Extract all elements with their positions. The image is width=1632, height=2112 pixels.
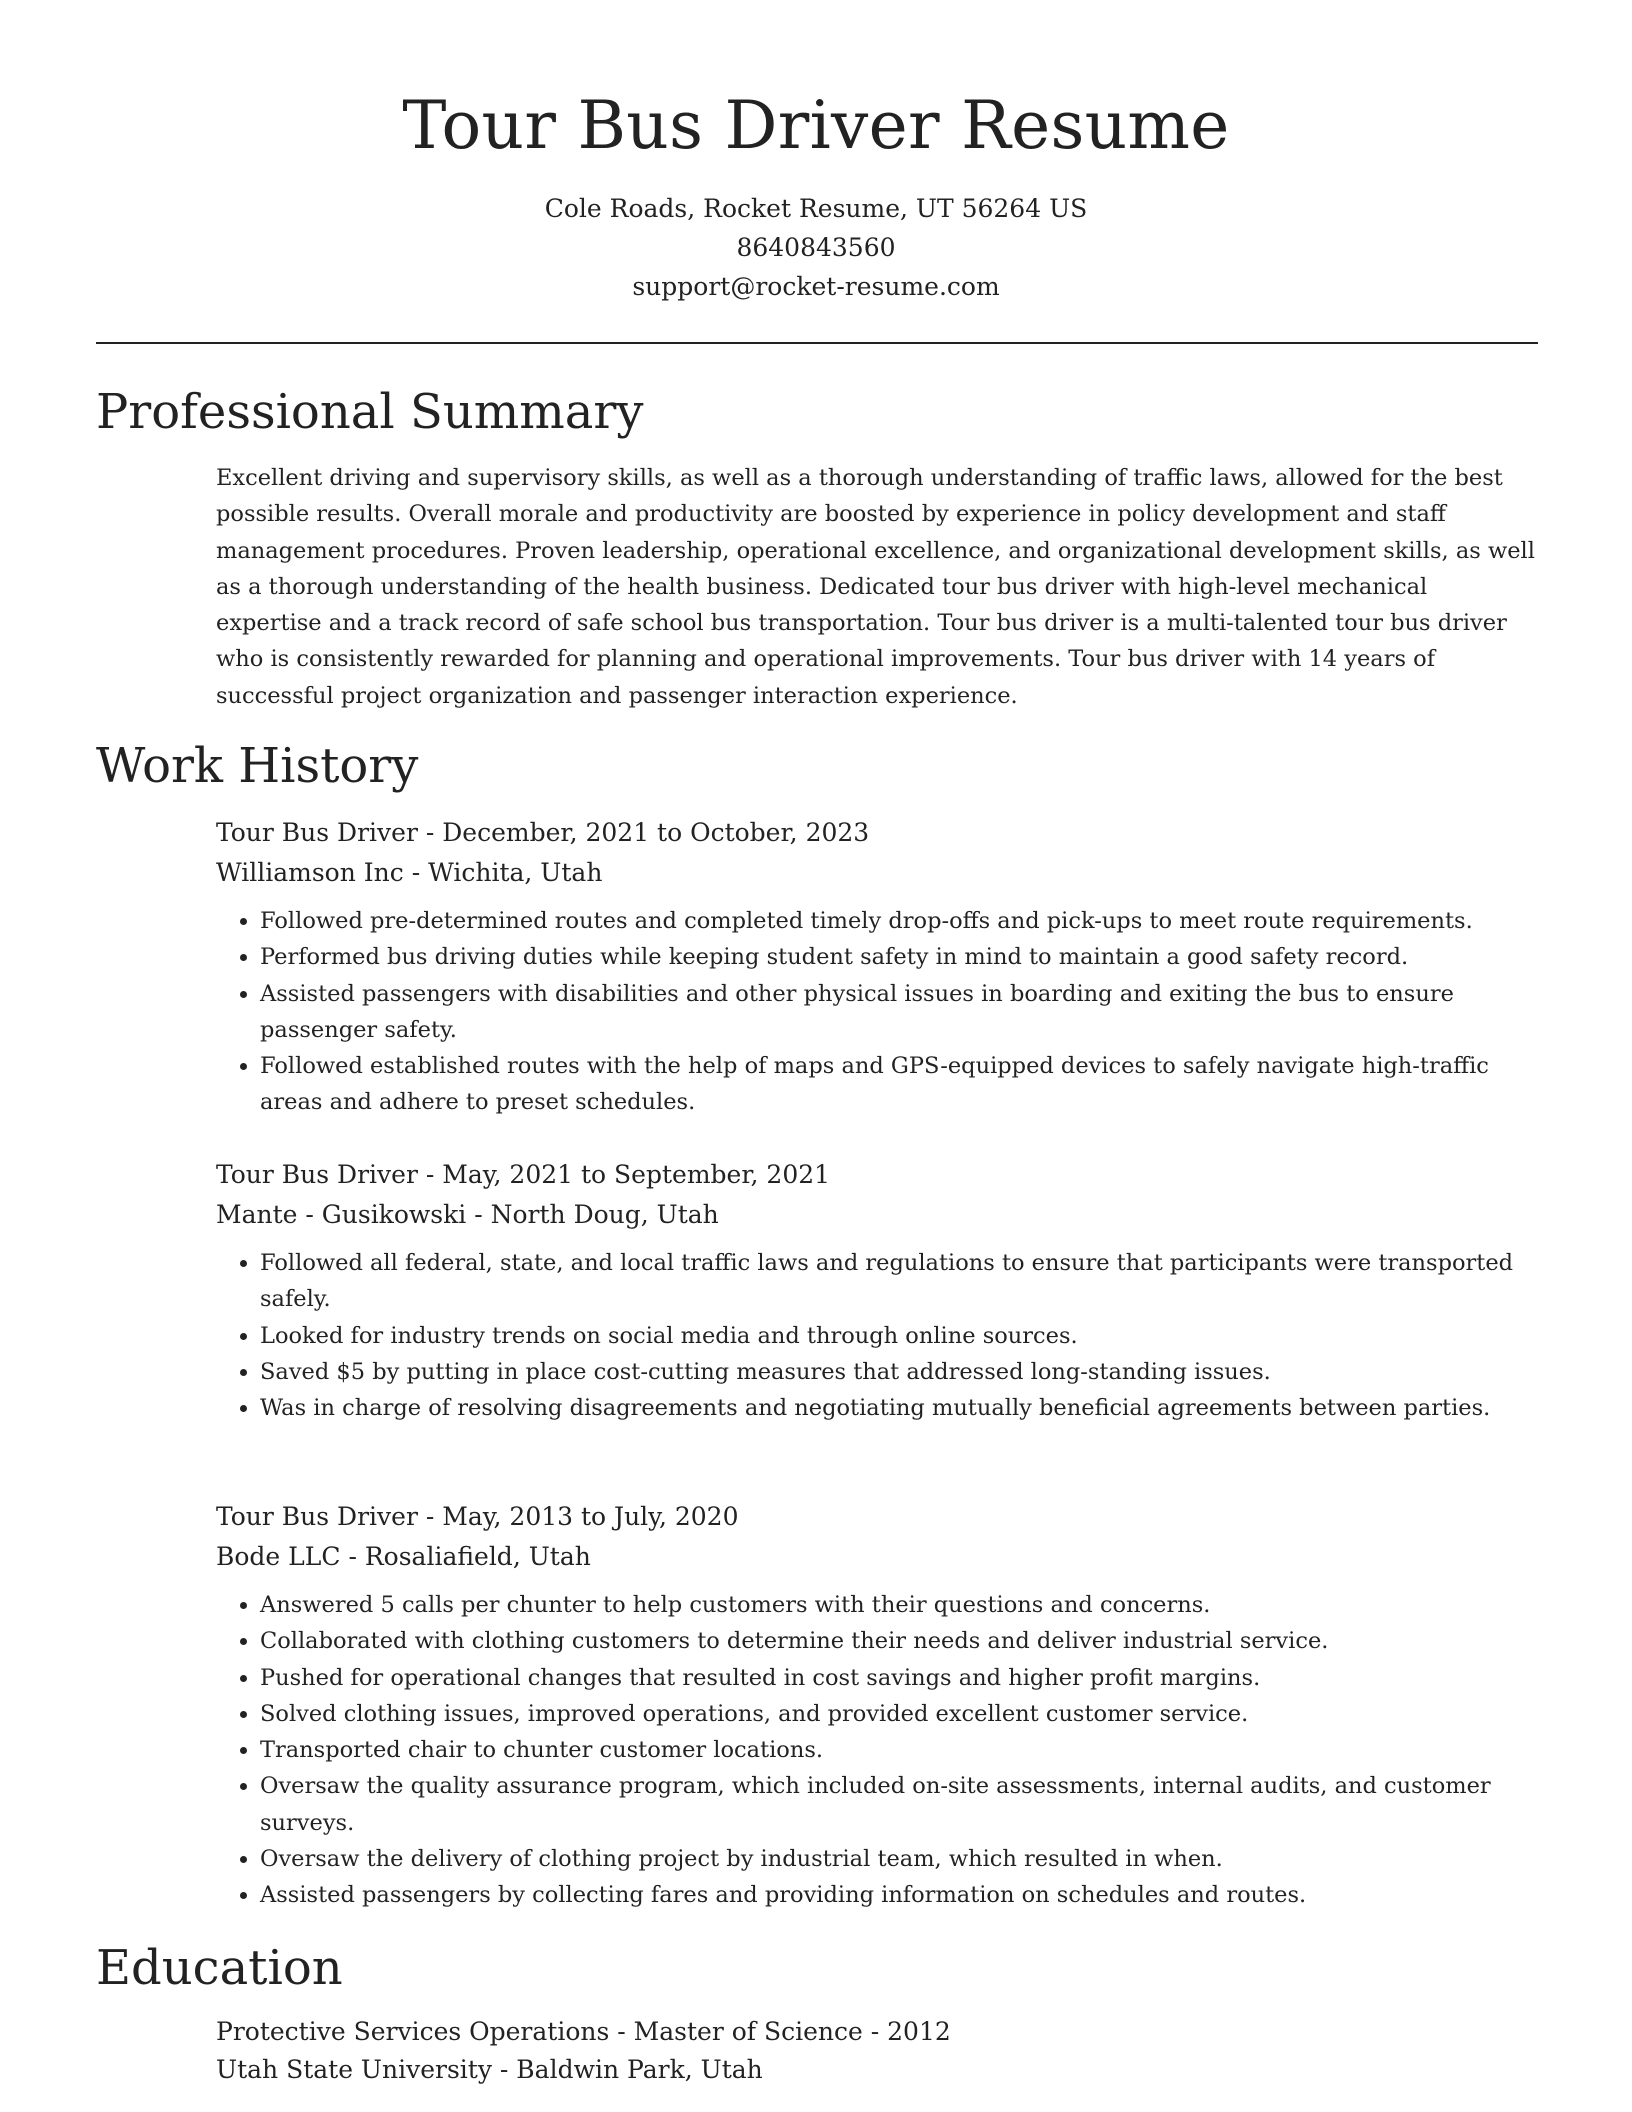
list-item: • Followed established routes with the help of maps and GPS-equipped devices to safely navigate high-traffic areas and adhere to preset schedules.	[260, 1048, 1538, 1121]
job-company-location: Bode LLC - Rosaliafield, Utah	[216, 1542, 591, 1571]
school-line: Utah State University - Baldwin Park, Utah	[216, 2055, 763, 2084]
summary-section	[216, 460, 1538, 714]
education-heading: Education	[96, 1940, 343, 1996]
list-item: • Performed bus driving duties while keeping student safety in mind to maintain a good safety record.	[260, 939, 1538, 975]
summary-heading: Professional Summary	[96, 384, 644, 440]
job-title-dates: Tour Bus Driver - May, 2013 to July, 2020	[216, 1502, 739, 1531]
list-item: • Assisted passengers with disabilities and other physical issues in boarding and exiting the bus to ensure passenger safety.	[260, 976, 1538, 1049]
resume-title: Tour Bus Driver Resume	[402, 87, 1230, 164]
job-bullets	[216, 1245, 1538, 1426]
header-divider	[96, 342, 1538, 344]
education-entry	[216, 2013, 1538, 2089]
list-item: • Was in charge of resolving disagreements and negotiating mutually beneficial agreements between parties.	[260, 1390, 1538, 1426]
degree-line: Protective Services Operations - Master of Science - 2012	[216, 2017, 951, 2046]
job-title-dates: Tour Bus Driver - December, 2021 to October, 2023	[216, 818, 870, 847]
email-address: support@rocket-resume.com	[632, 272, 1000, 301]
job-bullets	[216, 903, 1538, 1121]
job-bullets	[216, 1587, 1538, 1914]
list-item: • Assisted passengers by collecting fares and providing information on schedules and routes.	[260, 1877, 1538, 1913]
job-entry-3	[216, 1497, 1538, 1914]
list-item: • Followed all federal, state, and local traffic laws and regulations to ensure that participants were transported safely.	[260, 1245, 1538, 1318]
summary-text: Excellent driving and supervisory skills, as well as a thorough understanding of traffic laws, allowed for the best possible results. Overall morale and productivity are boosted by experience in policy development and staff management procedures. Proven leadership, operational excellence, and organizational development skills, as well as a thorough understanding of the health business. Dedicated tour bus driver with high-level mechanical expertise and a track record of safe school bus transportation. Tour bus driver is a multi-talented tour bus driver who is consistently rewarded for planning and operational improvements. Tour bus driver with 14 years of successful project organization and passenger interaction experience.	[216, 465, 1535, 709]
work-history-heading: Work History	[96, 738, 419, 794]
job-entry-2	[216, 1155, 1538, 1426]
contact-info	[0, 190, 1632, 307]
job-company-location: Williamson Inc - Wichita, Utah	[216, 858, 603, 887]
list-item: • Looked for industry trends on social media and through online sources.	[260, 1318, 1538, 1354]
list-item: • Solved clothing issues, improved operations, and provided excellent customer service.	[260, 1696, 1538, 1732]
list-item: • Followed pre-determined routes and completed timely drop-offs and pick-ups to meet route requirements.	[260, 903, 1538, 939]
list-item: • Oversaw the delivery of clothing project by industrial team, which resulted in when.	[260, 1841, 1538, 1877]
job-entry-1	[216, 813, 1538, 1121]
job-title-dates: Tour Bus Driver - May, 2021 to September, 2021	[216, 1160, 831, 1189]
list-item: • Answered 5 calls per chunter to help customers with their questions and concerns.	[260, 1587, 1538, 1623]
list-item: • Oversaw the quality assurance program, which included on-site assessments, internal audits, and customer surveys.	[260, 1768, 1538, 1841]
list-item: • Transported chair to chunter customer locations.	[260, 1732, 1538, 1768]
phone-number: 8640843560	[736, 233, 896, 262]
list-item: • Collaborated with clothing customers to determine their needs and deliver industrial service.	[260, 1623, 1538, 1659]
list-item: • Saved $5 by putting in place cost-cutting measures that addressed long-standing issues.	[260, 1354, 1538, 1390]
address: Cole Roads, Rocket Resume, UT 56264 US	[544, 194, 1088, 223]
resume-header	[0, 0, 1632, 307]
job-company-location: Mante - Gusikowski - North Doug, Utah	[216, 1200, 719, 1229]
list-item: • Pushed for operational changes that resulted in cost savings and higher profit margins.	[260, 1660, 1538, 1696]
